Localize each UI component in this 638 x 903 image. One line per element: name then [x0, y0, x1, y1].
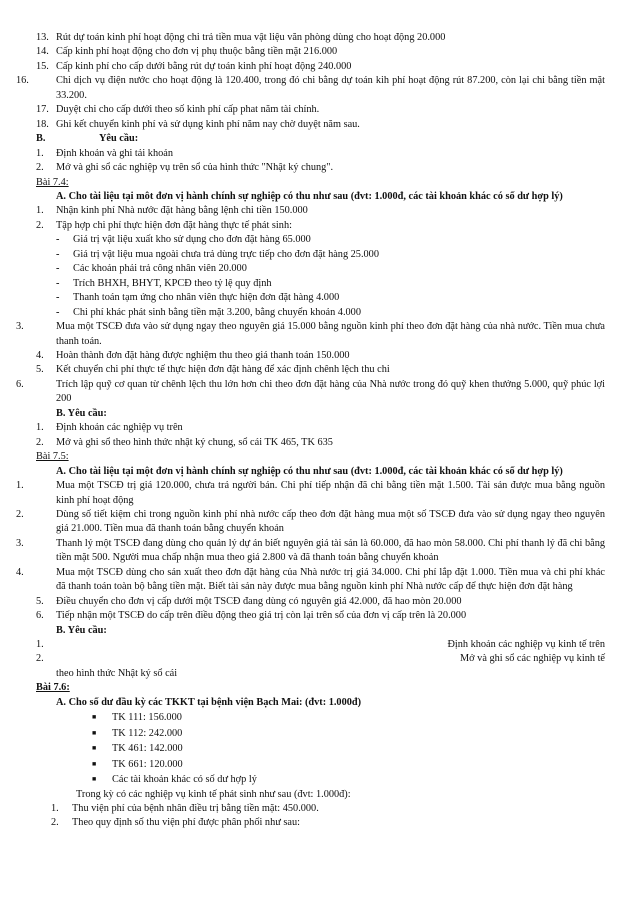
list-item: 6. Trích lập quỹ cơ quan từ chênh lệch thu lớn hơn chi theo đơn đặt hàng của Nhà nước trong đó quỹ khen thưởng 5.000, quỹ phúc lợi 200 — [16, 378, 605, 405]
list-item: 15. Cấp kinh phí cho cấp dưới bằng rút dự toán kinh phí hoạt động 240.000 — [36, 60, 352, 72]
list-item: 14. Cấp kinh phí hoạt động cho đơn vị phụ thuộc bằng tiền mặt 216.000 — [36, 46, 338, 58]
list-item: 2. Tập hợp chi phí thực hiện đơn đặt hàng thực tế phát sinh: — [36, 219, 292, 231]
exercise-7-5-heading-b: B. Yêu cầu: — [56, 624, 107, 636]
bullet-item: ■ TK 111: 156.000 — [92, 712, 182, 724]
bullet-item: ■ TK 112: 242.000 — [92, 727, 183, 739]
exercise-title-7-5: Bài 7.5: — [36, 451, 69, 463]
dash-item: - Các khoản phải trả công nhân viên 20.000 — [56, 263, 247, 275]
document-page — [16, 31, 605, 831]
list-item: 1. Mua một TSCĐ trị giá 120.000, chưa trả người bán. Chi phí tiếp nhận đã chi bằng tiền mặt 1.500. Tài sản được mua bằng nguồn kinh phí hoạt động — [16, 480, 605, 506]
list-item: 5. Kết chuyển chi phí thực tế thực hiện đơn đặt hàng để xác định chênh lệch thu chi — [36, 364, 390, 376]
list-item: 1. Định khoản các nghiệp vụ kinh tế trên — [36, 639, 605, 651]
list-item: 1. Nhận kinh phí Nhà nước đặt hàng bằng lệnh chi tiền 150.000 — [36, 205, 308, 217]
list-item: 6. Tiếp nhận một TSCĐ do cấp trên điều động theo giá trị còn lại trên sổ của đơn vị cấp trên là 20.000 — [36, 610, 467, 622]
section-b-heading: B. Yêu cầu: — [36, 133, 139, 145]
exercise-7-4-heading-b: B. Yêu cầu: — [56, 407, 107, 419]
bullet-item: ■ TK 461: 142.000 — [92, 743, 183, 755]
exercise-title-7-4: Bài 7.4: — [36, 176, 69, 188]
dash-item: - Chi phí khác phát sinh bằng tiền mặt 3.200, bằng chuyển khoản 4.000 — [56, 306, 361, 318]
list-item: 17. Duyệt chi cho cấp dưới theo số kinh phí cấp phat năm tài chính. — [36, 104, 320, 116]
list-item: 16. Chi dịch vụ điện nước cho hoạt động là 120.400, trong đó chi bằng dự toán kih phí hoạt động rút 87.200, còn lại chi bằng tiền mặt 33.200. — [16, 75, 605, 101]
list-item: 5. Điều chuyển cho đơn vị cấp dưới một TSCĐ đang dùng có nguyên giá 42.000, đã hao mòn 20.000 — [36, 595, 462, 607]
list-item: 4. Hoàn thành đơn đặt hàng được nghiệm thu theo giá thanh toán 150.000 — [36, 349, 350, 361]
list-item: 1. Định khoản và ghi tải khoản — [36, 147, 173, 159]
square-bullet-icon: ■ — [92, 759, 97, 768]
dash-item: - Thanh toán tạm ứng cho nhân viên thực hiện đơn đặt hàng 4.000 — [56, 292, 340, 304]
list-item: 2. Mở và ghi sổ theo hình thức nhật ký chung, sổ cái TK 465, TK 635 — [36, 436, 333, 448]
list-item: 2. Theo quy định số thu viện phí được phân phối như sau: — [51, 817, 300, 829]
exercise-7-4-heading-a: A. Cho tài liệu tại môt đơn vị hành chính sự nghiệp có thu như sau (đvt: 1.000đ, các tài khoản khác có số dư hợp lý) — [56, 190, 563, 202]
list-item: 2. Dùng số tiết kiệm chi trong nguồn kinh phí nhà nước cấp theo đơn đặt hàng mua một số TSCĐ đưa vào sử dụng ngay theo nguyên giá 21.000. Tiền mua đã thanh toán bằng chuyển khoản — [16, 508, 605, 535]
transactions-intro: Trong kỳ có các nghiệp vụ kinh tế phát sinh như sau (đvt: 1.000đ): — [76, 788, 351, 800]
list-item: 1. Thu viện phí của bệnh nhân điều trị bằng tiền mặt: 450.000. — [51, 803, 319, 815]
bullet-item: ■ Các tài khoản khác có số dư hợp lý — [92, 774, 257, 786]
square-bullet-icon: ■ — [92, 775, 97, 784]
square-bullet-icon: ■ — [92, 713, 97, 722]
exercise-title-7-6: Bài 7.6: — [36, 682, 70, 694]
list-item-continuation: theo hình thức Nhật ký sổ cái — [56, 667, 178, 679]
bullet-item: ■ TK 661: 120.000 — [92, 758, 183, 770]
dash-item: - Giá trị vật liệu mua ngoài chưa trả dùng trực tiếp cho đơn đặt hàng 25.000 — [56, 248, 379, 260]
list-item: 2. Mở và ghi sổ các nghiệp vụ kinh tế — [36, 653, 605, 665]
exercise-7-5-heading-a: A. Cho tài liệu tại một đơn vị hành chính sự nghiệp có thu như sau (đvt: 1.000đ, các tài khoản khác có số dư hợp lý) — [56, 465, 563, 477]
list-item: 1. Định khoản các nghiệp vụ trên — [36, 422, 183, 434]
cost-breakdown-list — [36, 233, 605, 320]
list-item: 18. Ghi kết chuyển kinh phí và sử dụng kinh phí năm nay chờ duyệt năm sau. — [36, 118, 360, 130]
transaction-list-continued — [16, 31, 605, 132]
opening-balance-list — [36, 710, 605, 787]
dash-item: - Giá trị vật liệu xuất kho sử dụng cho đơn đặt hàng 65.000 — [56, 234, 311, 246]
square-bullet-icon: ■ — [92, 744, 97, 753]
exercise-7-6-heading-a: A. Cho số dư đầu kỳ các TKKT tại bệnh viện Bạch Mai: (đvt: 1.000đ) — [56, 696, 362, 708]
list-item: 3. Thanh lý một TSCĐ đang dùng cho quản lý dự án biết nguyên giá tài sản là 60.000, đã hao mòn 58.000. Chi phí thanh lý đã chi bằng tiền mặt 500. Người mua chấp nhận mua theo giá 2.800 và đã thanh toán bằng chuyển khoản — [16, 537, 605, 564]
list-item: 3. Mua một TSCĐ đưa vào sử dụng ngay theo nguyên giá 15.000 bằng nguồn kinh phí theo đơn đặt hàng của nhà nước. Tiền mua chưa thanh toán. — [16, 321, 605, 347]
list-item: 13. Rút dự toán kinh phí hoạt động chi trả tiền mua vật liệu văn phòng dùng cho hoạt động 20.000 — [36, 32, 446, 43]
list-item: 4. Mua một TSCĐ dùng cho sản xuất theo đơn đặt hàng của Nhà nước trị giá 34.000. Chi phí lắp đặt 1.000. Tiền mua và chi phí khác đã thanh toán toàn bộ bằng tiền mặt. Biết tài sản này được mua bằng nguồn kinh phí Nhà nước cấp để thực hiện đơn đặt hàng — [16, 566, 605, 593]
list-item: 2. Mở và ghi sổ các nghiệp vụ trên sổ của hình thức "Nhật ký chung". — [36, 162, 334, 174]
square-bullet-icon: ■ — [92, 728, 97, 737]
dash-item: - Trích BHXH, BHYT, KPCĐ theo tỷ lệ quy định — [56, 277, 272, 289]
